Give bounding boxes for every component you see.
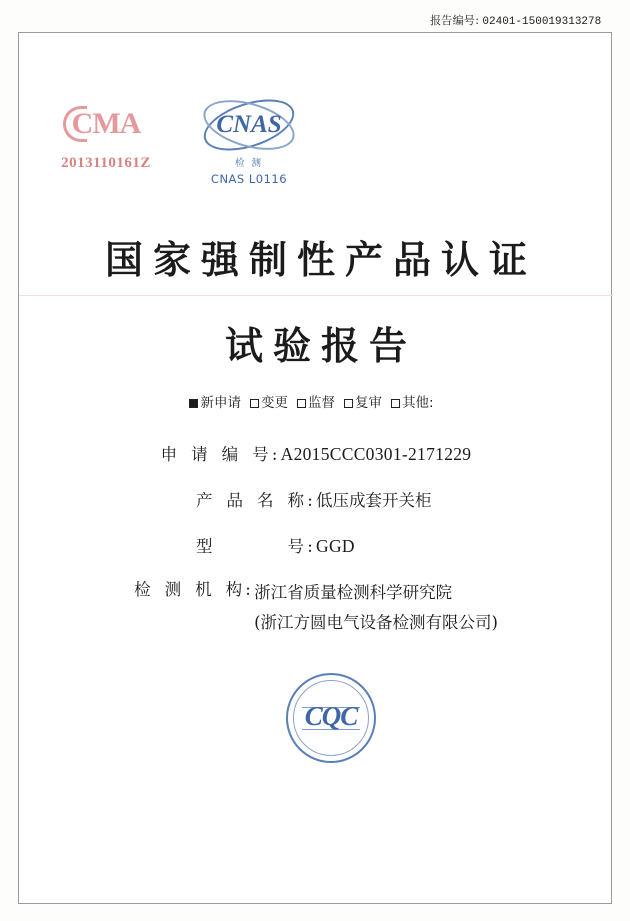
cnas-logo-text: CNAS [216,111,282,138]
checkbox-label: 复审 [354,395,382,411]
field-colon: : [245,580,251,599]
field-row-model [19,533,613,557]
field-value-stack [254,579,498,633]
field-row-product-name [19,487,613,511]
field-list [19,441,613,655]
checkbox-label: 新申请 [200,395,241,411]
field-row-application-number [19,441,613,465]
checkbox-change[interactable] [250,391,288,411]
document-border [18,32,612,904]
report-number [430,12,620,28]
checkbox-label: 监督 [307,395,335,411]
page-title: 国家强制性产品认证 [104,237,537,282]
checkbox-box-icon [297,399,306,408]
cqc-logo-text: CQC [304,701,358,731]
cqc-seal-icon [286,673,376,763]
cnas-logo-icon [194,95,304,157]
cma-code: 2013110161Z [61,155,151,171]
field-label: 申请编号 [160,445,269,464]
field-value-testing-organization-alt: (浙江方圆电气设备检测有限公司) [254,613,498,632]
checkbox-box-icon [391,399,400,408]
field-label: 型 号 [196,537,304,556]
scan-artifact-line [19,295,613,296]
checkbox-label: 变更 [260,395,288,411]
cnas-subtitle: 检 测 [234,158,264,169]
field-label: 检测机构 [134,580,243,599]
cma-mark [46,105,166,172]
report-number-label: 报告编号: [430,14,480,27]
checkbox-new-application[interactable] [189,391,241,411]
checkbox-box-icon [250,399,259,408]
field-value-product-name: 低压成套开关柜 [316,491,432,510]
report-number-value: 02401-150019313278 [482,16,602,28]
page-subtitle: 试验报告 [224,323,417,368]
checkbox-label: 其他: [401,395,434,411]
cma-logo-icon [62,105,150,143]
application-type-row [19,391,613,411]
field-colon: : [307,491,313,510]
field-colon: : [307,537,313,556]
cnas-mark [179,95,319,186]
checkbox-box-icon [344,399,353,408]
cma-logo-text: CMA [71,107,141,140]
field-value-application-number: A2015CCC0301-2171229 [280,444,472,464]
checkbox-other[interactable] [391,391,434,411]
checkbox-box-icon [189,399,198,408]
field-label: 产品名称 [196,491,304,510]
field-value-model: GGD [316,536,355,556]
checkbox-review[interactable] [344,391,382,411]
field-colon: : [271,445,278,464]
field-value-testing-organization: 浙江省质量检测科学研究院 [254,583,453,602]
checkbox-supervision[interactable] [297,391,335,411]
cnas-code: CNAS L0116 [210,172,288,186]
field-row-testing-organization [19,579,613,633]
